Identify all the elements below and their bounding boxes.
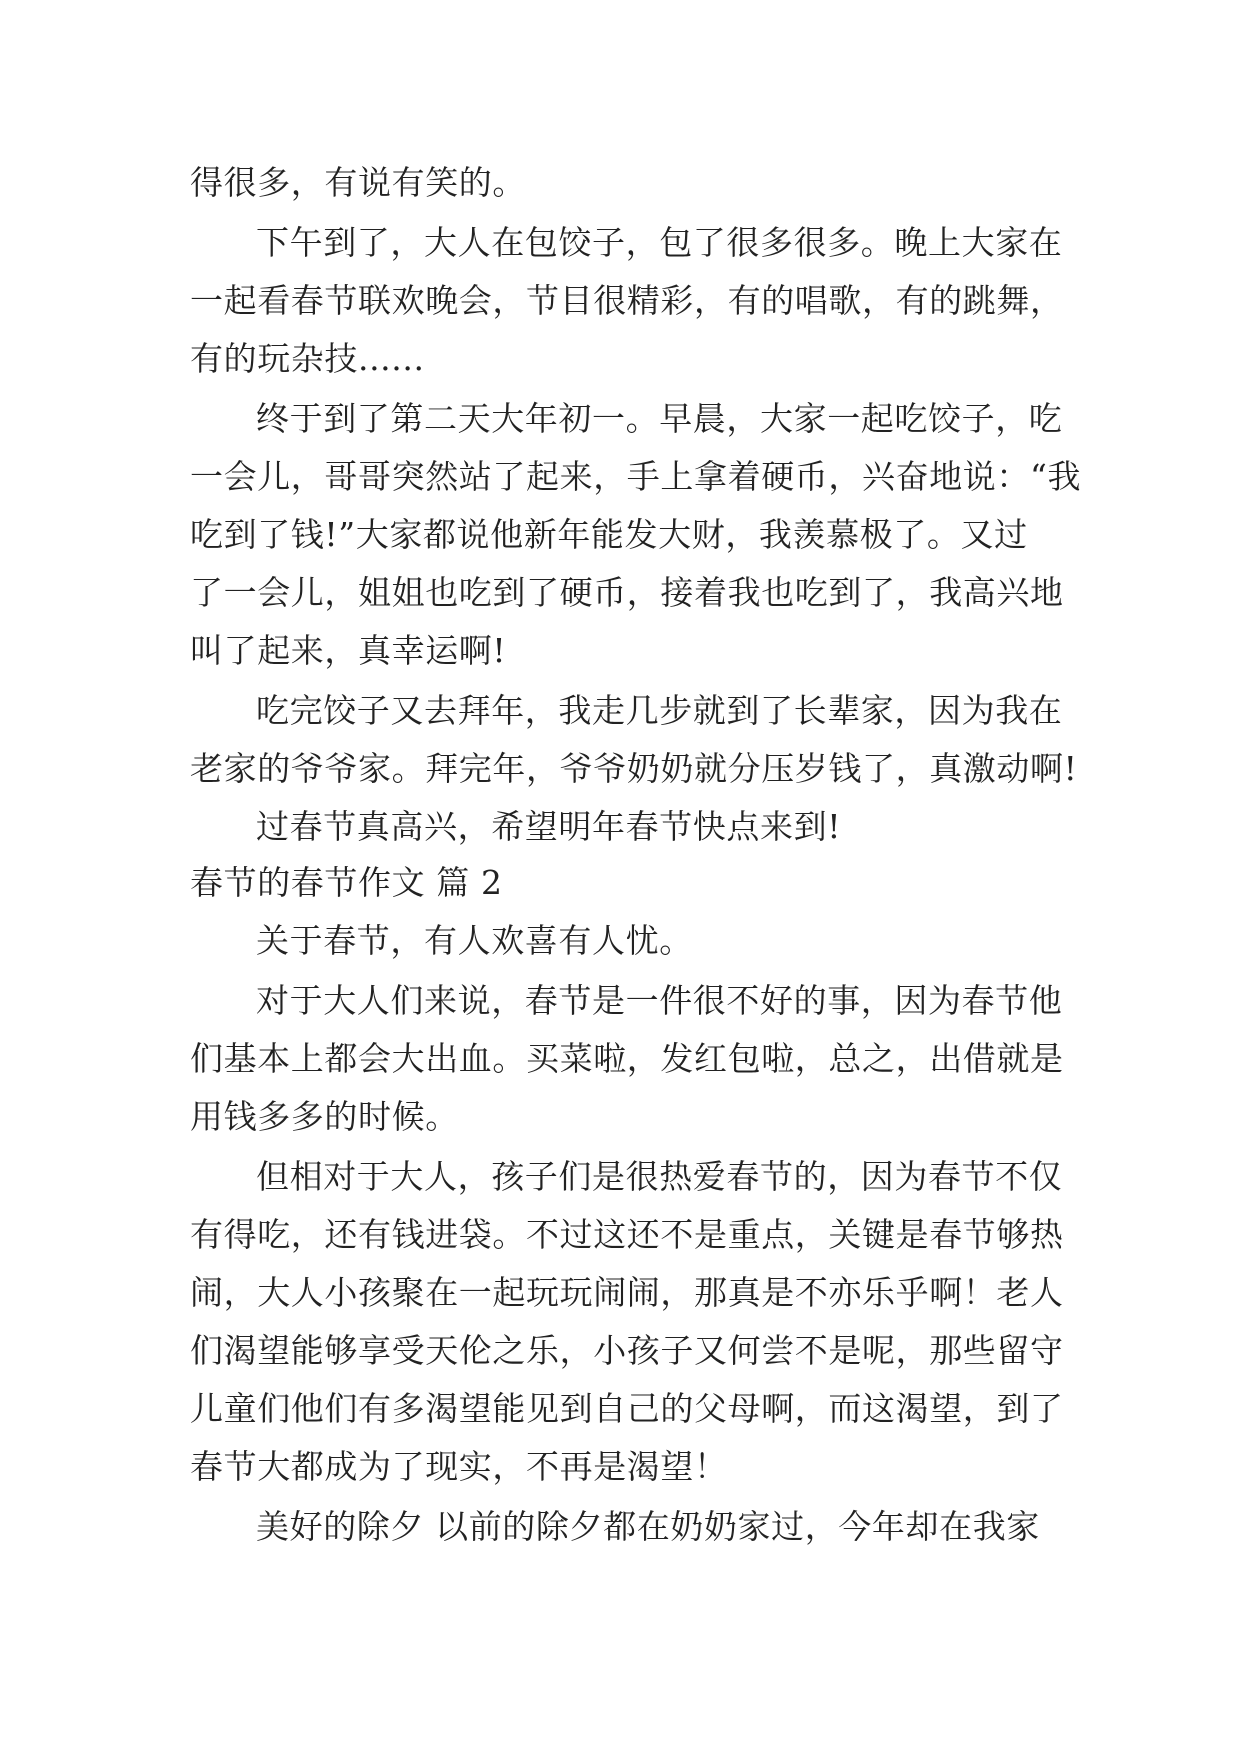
paragraph-first-line: 但相对于大人，孩子们是很热爱春节的，因为春节不仅: [256, 1157, 1063, 1196]
text-line: 了一会儿，姐姐也吃到了硬币，接着我也吃到了，我高兴地: [190, 573, 1064, 612]
section-heading: 春节的春节作文 篇 2: [190, 863, 503, 902]
paragraph-first-line: 吃完饺子又去拜年，我走几步就到了长辈家，因为我在: [256, 691, 1063, 730]
paragraph-first-line: 过春节真高兴，希望明年春节快点来到!: [256, 807, 842, 846]
text-line: 们渴望能够享受天伦之乐，小孩子又何尝不是呢，那些留守: [190, 1331, 1064, 1370]
text-line: 儿童们他们有多渴望能见到自己的父母啊，而这渴望，到了: [190, 1389, 1064, 1428]
text-line: 老家的爷爷家。拜完年，爷爷奶奶就分压岁钱了，真激动啊!: [190, 749, 1078, 788]
text-line: 有得吃，还有钱进袋。不过这还不是重点，关键是春节够热: [190, 1215, 1064, 1254]
text-line: 闹，大人小孩聚在一起玩玩闹闹，那真是不亦乐乎啊！老人: [190, 1273, 1064, 1312]
paragraph-first-line: 美好的除夕 以前的除夕都在奶奶家过，今年却在我家: [256, 1507, 1040, 1546]
paragraph-first-line: 对于大人们来说，春节是一件很不好的事，因为春节他: [256, 981, 1063, 1020]
text-line: 有的玩杂技......: [190, 339, 425, 378]
text-line: 们基本上都会大出血。买菜啦，发红包啦，总之，出借就是: [190, 1039, 1064, 1078]
text-line: 得很多，有说有笑的。: [190, 163, 526, 202]
text-line: 一会儿，哥哥突然站了起来，手上拿着硬币，兴奋地说：“我: [190, 457, 1082, 496]
text-line: 吃到了钱!”大家都说他新年能发大财，我羡慕极了。又过: [190, 515, 1028, 554]
text-line: 叫了起来，真幸运啊!: [190, 631, 507, 670]
paragraph-first-line: 终于到了第二天大年初一。早晨，大家一起吃饺子，吃: [256, 399, 1063, 438]
paragraph-first-line: 关于春节，有人欢喜有人忧。: [256, 921, 693, 960]
paragraph-first-line: 下午到了，大人在包饺子，包了很多很多。晚上大家在: [256, 223, 1063, 262]
text-line: 一起看春节联欢晚会，节目很精彩，有的唱歌，有的跳舞，: [190, 281, 1064, 320]
text-line: 春节大都成为了现实，不再是渴望！: [190, 1447, 728, 1486]
text-line: 用钱多多的时候。: [190, 1097, 459, 1136]
